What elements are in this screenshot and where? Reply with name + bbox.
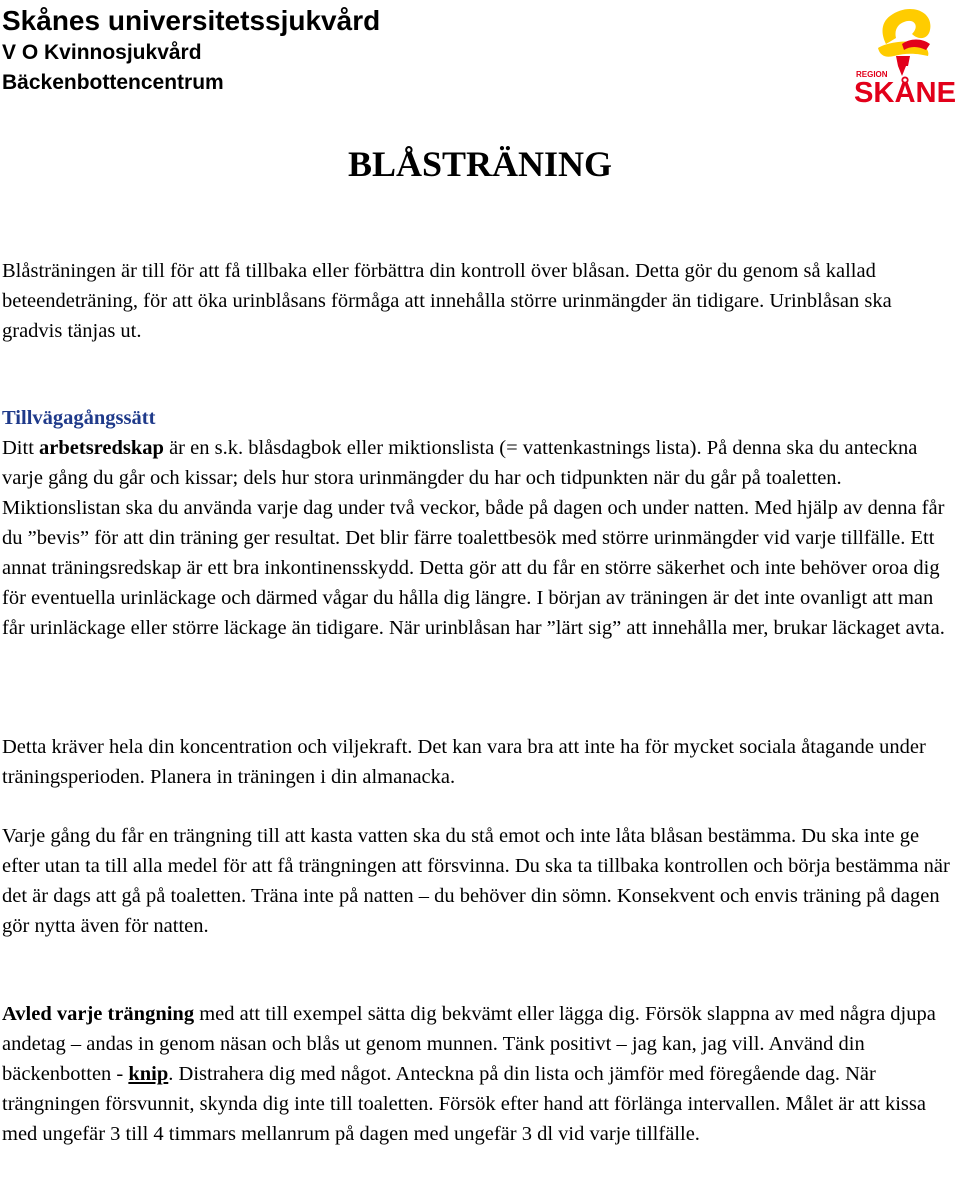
distraction-text-2: . Distrahera dig med något. Anteckna på din lista och jämför med föregående dag. När trängningen försvunnit, skynda dig inte till toaletten. Försök efter hand att förlänga intervallen. Målet är att kissa med ungefär 3 till 4 timmars mellanrum på dagen med ungefär 3 dl vid varje tillfälle. xyxy=(2,1063,926,1145)
method-paragraph xyxy=(2,433,952,643)
intro-paragraph: Blåsträningen är till för att få tillbaka eller förbättra din kontroll över blåsan. Detta gör du genom så kallad beteendeträning, för att öka urinblåsans förmåga att innehålla större urinmängder än tidigare. Urinblåsan ska gradvis tänjas ut. xyxy=(2,260,892,342)
urgency-paragraph: Varje gång du får en trängning till att kasta vatten ska du stå emot och inte låta blåsan bestämma. Du ska inte ge efter utan ta till alla medel för att få trängningen att försvinna. Du ska ta tillbaka kontrollen och börja bestämma när det är dags att gå på toaletten. Träna inte på natten – du behöver din sömn. Konsekvent och envis träning på dagen gör nytta även för natten. xyxy=(2,825,950,937)
organization-header xyxy=(2,4,380,98)
document-title: BLÅSTRÄNING xyxy=(347,144,613,184)
org-name: Skånes universitetssjukvård xyxy=(2,5,381,36)
org-unit: Bäckenbottencentrum xyxy=(2,71,224,94)
logo-region-text: REGION xyxy=(856,70,888,79)
logo-skane-text: SKÅNE xyxy=(854,77,956,106)
section-heading: Tillvägagångssätt xyxy=(2,407,156,429)
distraction-paragraph xyxy=(2,999,952,1149)
distraction-bold-term: Avled varje trängning xyxy=(2,1003,195,1025)
concentration-paragraph: Detta kräver hela din koncentration och viljekraft. Det kan vara bra att inte ha för mycket sociala åtagande under träningsperioden. Planera in träningen i din almanacka. xyxy=(2,736,926,788)
distraction-text-1: med att till exempel sätta dig bekvämt eller lägga dig. Försök slappna av med några djupa andetag – andas in genom näsan och blås ut genom munnen. Tänk positivt – jag kan, jag vill. Använd din bäckenbotten - xyxy=(2,1003,936,1085)
method-text-2: är en s.k. blåsdagbok eller miktionslista (= vattenkastnings lista). På denna ska du anteckna varje gång du går och kissar; dels hur stora urinmängder du har och tidpunkten när du går på toaletten. Miktionslistan ska du använda varje dag under två veckor, både på dagen och under natten. Med hjälp av denna får du ”bevis” för att din träning ger resultat. Det blir färre toalettbesök med större urinmängder vid varje tillfälle. Ett annat träningsredskap är ett bra inkontinensskydd. Detta gör att du får en större säkerhet och inte behöver oroa dig för eventuella urinläckage och därmed vågar du hålla dig längre. I början av träningen är det inte ovanligt att man får urinläckage eller större läckage än tidigare. När urinblåsan har ”lärt sig” att innehålla mer, brukar läckaget avta. xyxy=(2,437,945,639)
method-text-1: Ditt xyxy=(2,437,40,459)
region-skane-logo xyxy=(850,4,958,106)
org-division: V O Kvinnosjukvård xyxy=(2,41,202,64)
method-bold-term: arbetsredskap xyxy=(39,437,164,459)
griffin-emblem xyxy=(878,9,930,76)
knip-link[interactable]: knip xyxy=(128,1063,169,1085)
